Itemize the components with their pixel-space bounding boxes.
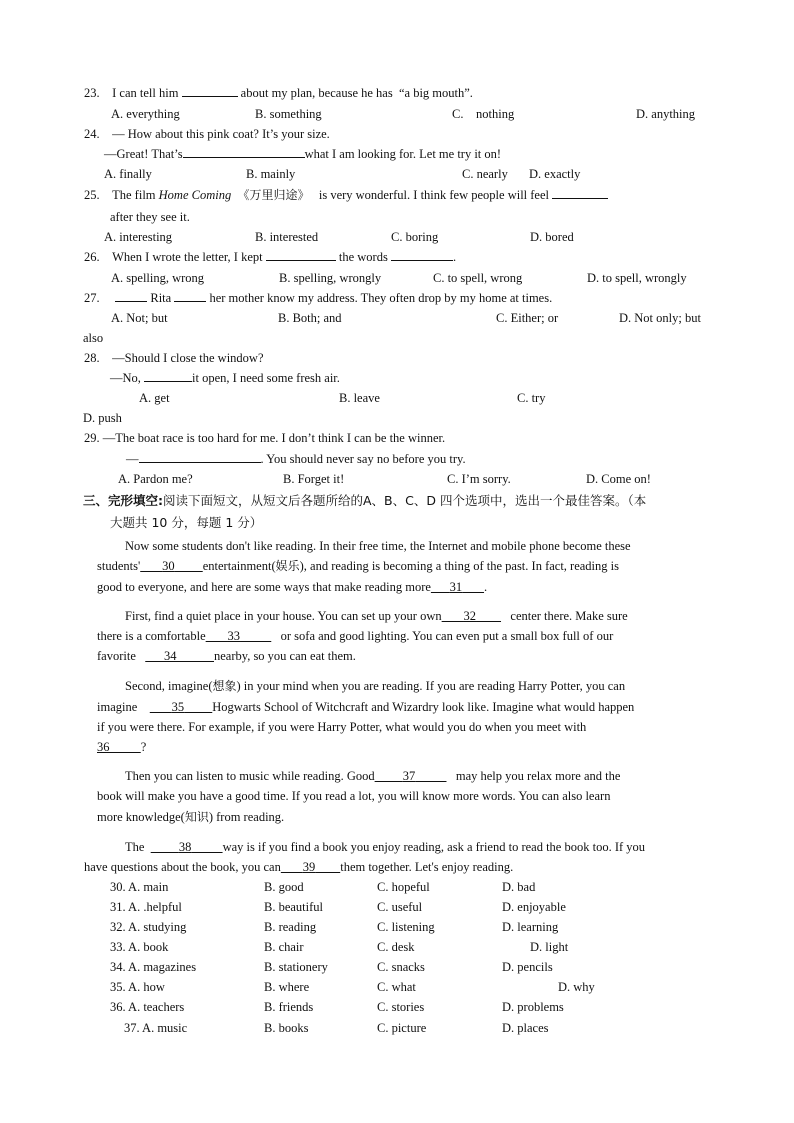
answer-blank[interactable] (183, 144, 305, 158)
answer-blank[interactable] (266, 247, 336, 261)
blank-36[interactable]: 36 (97, 740, 110, 754)
answer-blank[interactable] (552, 185, 608, 199)
option[interactable]: B. leave (339, 391, 380, 405)
question-24: 24. — How about this pink coat? It’s your size. (84, 127, 330, 141)
option[interactable]: B. books (264, 1021, 309, 1035)
answer-blank[interactable] (144, 368, 192, 382)
option[interactable]: C. snacks (377, 960, 425, 974)
option[interactable]: A. finally (104, 167, 152, 181)
option-wrap: also (83, 331, 104, 345)
answer-blank[interactable] (115, 288, 147, 302)
passage-line: book will make you have a good time. If you read a lot, you will know more words. You can also learn (97, 789, 611, 803)
question-28: 28. —Should I close the window? (84, 351, 264, 365)
option[interactable]: C. try (517, 391, 546, 405)
option[interactable]: D. places (502, 1021, 549, 1035)
passage-line: 36 ? (97, 740, 147, 754)
option[interactable]: D. bored (530, 230, 574, 244)
passage-line: First, find a quiet place in your house. You can set up your own 32 center there. Make sure (125, 609, 628, 623)
passage-line: good to everyone, and here are some ways that make reading more 31 . (97, 580, 488, 594)
option[interactable]: 30. A. main (110, 880, 169, 894)
option[interactable]: B. something (255, 107, 322, 121)
option[interactable]: A. spelling, wrong (111, 271, 205, 285)
blank-35[interactable]: 35 (171, 700, 185, 714)
option[interactable]: B. stationery (264, 960, 328, 974)
option[interactable]: B. good (264, 880, 304, 894)
option[interactable]: D. anything (636, 107, 696, 121)
option[interactable]: 32. A. studying (110, 920, 187, 934)
passage-line: imagine 35 Hogwarts School of Witchcraft and Wizardry look like. Imagine what would happen (97, 700, 635, 714)
question-27: 27. Rita her mother know my address. They often drop by my home at times. (84, 288, 552, 308)
blank-32[interactable]: 32 (463, 609, 477, 623)
option[interactable]: D. push (83, 411, 122, 425)
question-25: 25. The film Home Coming 《万里归途》 is very wonderful. I think few people will feel (84, 185, 608, 205)
question-24-reply: —Great! That’s what I am looking for. Let me try it on! (104, 144, 501, 164)
blank-39[interactable]: 39 (302, 860, 316, 874)
option[interactable]: B. reading (264, 920, 317, 934)
option[interactable]: B. Forget it! (283, 472, 345, 486)
option[interactable]: D. exactly (529, 167, 581, 181)
question-28-reply: —No, it open, I need some fresh air. (110, 368, 340, 388)
option[interactable]: C. boring (391, 230, 439, 244)
option[interactable]: B. Both; and (278, 311, 342, 325)
option[interactable]: 34. A. magazines (110, 960, 197, 974)
question-29: 29. —The boat race is too hard for me. I don’t think I can be the winner. (84, 431, 446, 445)
option[interactable]: C. stories (377, 1000, 425, 1014)
option[interactable]: B. interested (255, 230, 319, 244)
option[interactable]: C. nearly (462, 167, 508, 181)
answer-blank[interactable] (182, 83, 238, 97)
option[interactable]: D. enjoyable (502, 900, 566, 914)
option[interactable]: B. spelling, wrongly (279, 271, 382, 285)
blank-31[interactable]: 31 (449, 580, 463, 594)
passage-line: have questions about the book, you can 39 them together. Let's enjoy reading. (84, 860, 514, 874)
question-29-reply: — . You should never say no before you try. (126, 449, 466, 469)
option[interactable]: nothing (476, 107, 515, 121)
blank-34[interactable]: 34 (164, 649, 177, 663)
passage-line: favorite 34 nearby, so you can eat them. (97, 649, 356, 663)
option[interactable]: A. interesting (104, 230, 173, 244)
section-heading: 三、完形填空:阅读下面短文，从短文后各题所给的A、B、C、D 四个选项中，选出一个最佳答案。（本 (83, 493, 647, 508)
passage-line: Then you can listen to music while reading. Good 37 may help you relax more and the (125, 769, 621, 783)
option[interactable]: D. bad (502, 880, 536, 894)
answer-blank[interactable] (174, 288, 206, 302)
option[interactable]: C. hopeful (377, 880, 430, 894)
option[interactable]: 33. A. book (110, 940, 169, 954)
passage-line: Second, imagine(想象) in your mind when you are reading. If you are reading Harry Potter, you can (125, 679, 626, 693)
option[interactable]: D. light (530, 940, 569, 954)
option[interactable]: B. where (264, 980, 310, 994)
option[interactable]: C. (452, 107, 464, 121)
option[interactable]: B. chair (264, 940, 304, 954)
passage-line: The 38 way is if you find a book you enjoy reading, ask a friend to read the book too. If you (125, 840, 646, 854)
option[interactable]: 36. A. teachers (110, 1000, 185, 1014)
answer-blank[interactable] (391, 247, 453, 261)
blank-33[interactable]: 33 (227, 629, 241, 643)
option[interactable]: 35. A. how (110, 980, 165, 994)
option[interactable]: C. I’m sorry. (447, 472, 511, 486)
question-25-cont: after they see it. (110, 210, 190, 224)
question-23: 23. I can tell him about my plan, because he has “a big mouth”. (84, 83, 473, 103)
option[interactable]: D. pencils (502, 960, 553, 974)
passage-line: if you were there. For example, if you were Harry Potter, what would you do when you meet with (97, 720, 587, 734)
option[interactable]: D. Come on! (586, 472, 651, 486)
blank-30[interactable]: 30 (162, 559, 175, 573)
option[interactable]: 37. A. music (124, 1021, 188, 1035)
option[interactable]: D. problems (502, 1000, 564, 1014)
option[interactable]: A. everything (111, 107, 180, 121)
option[interactable]: C. to spell, wrong (433, 271, 523, 285)
question-26: 26. When I wrote the letter, I kept the words . (84, 247, 456, 267)
option[interactable]: C. picture (377, 1021, 427, 1035)
passage-line: students' 30 entertainment(娱乐), and reading is becoming a thing of the past. In fact, reading is (97, 559, 619, 573)
option[interactable]: C. what (377, 980, 416, 994)
passage-line: Now some students don't like reading. In their free time, the Internet and mobile phone become these (125, 539, 631, 553)
option[interactable]: C. Either; or (496, 311, 559, 325)
option[interactable]: B. mainly (246, 167, 296, 181)
section-instructions: 大题共 10 分，每题 1 分） (110, 515, 263, 530)
option[interactable]: D. to spell, wrongly (587, 271, 687, 285)
blank-37[interactable]: 37 (402, 769, 416, 783)
option[interactable]: 31. A. .helpful (110, 900, 182, 914)
option[interactable]: D. why (558, 980, 595, 994)
passage-line: there is a comfortable 33 or sofa and good lighting. You can even put a small box full of our (97, 629, 614, 643)
answer-blank[interactable] (139, 449, 261, 463)
option[interactable]: C. listening (377, 920, 435, 934)
passage-line: more knowledge(知识) from reading. (97, 810, 285, 824)
option[interactable]: C. desk (377, 940, 415, 954)
option[interactable]: A. Pardon me? (118, 472, 193, 486)
option[interactable]: B. beautiful (264, 900, 324, 914)
option[interactable]: D. learning (502, 920, 559, 934)
option[interactable]: D. Not only; but (619, 311, 701, 325)
option[interactable]: A. get (139, 391, 170, 405)
option[interactable]: C. useful (377, 900, 423, 914)
blank-38[interactable]: 38 (178, 840, 192, 854)
option[interactable]: A. Not; but (111, 311, 168, 325)
option[interactable]: B. friends (264, 1000, 314, 1014)
